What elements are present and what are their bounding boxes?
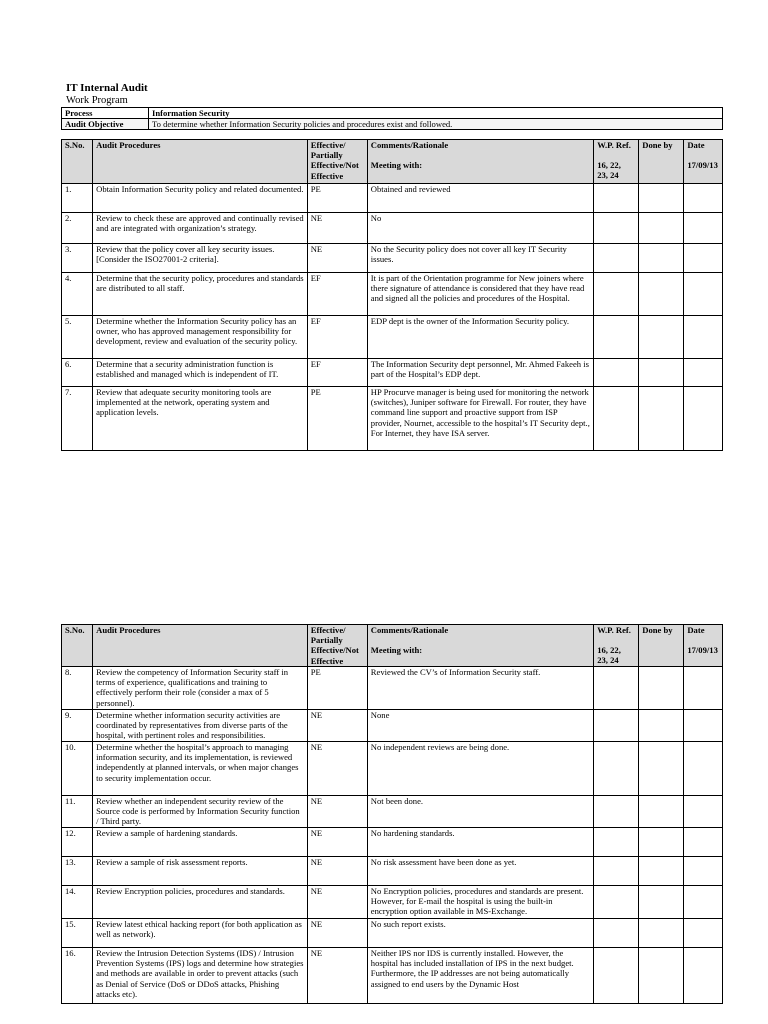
row-sno: 5. bbox=[62, 316, 93, 359]
row-procedure: Determine whether the Information Security policy has an owner, who has approved management responsibility for development, review and evaluation of the security policy. bbox=[93, 316, 308, 359]
header-effective-line-2: Partially bbox=[310, 635, 343, 646]
row-sno: 13. bbox=[62, 857, 93, 886]
row-procedure: Review whether an independent security review of the Source code is performed by Information Security function / Third party. bbox=[93, 796, 308, 828]
row-procedure: Obtain Information Security policy and related documented. bbox=[93, 184, 308, 213]
row-doneby bbox=[639, 387, 684, 451]
table-row bbox=[62, 667, 723, 710]
row-wpref bbox=[594, 919, 639, 948]
row-comment: No hardening standards. bbox=[367, 828, 593, 857]
row-sno: 3. bbox=[62, 244, 93, 273]
row-date bbox=[684, 886, 723, 919]
row-sno: 12. bbox=[62, 828, 93, 857]
audit-meta-table bbox=[61, 107, 723, 130]
row-effective: EF bbox=[307, 273, 367, 316]
row-date bbox=[684, 948, 723, 1004]
row-wpref bbox=[594, 244, 639, 273]
process-label: Process bbox=[62, 108, 149, 119]
table-row bbox=[62, 857, 723, 886]
table-header-row bbox=[62, 140, 723, 184]
row-effective: NE bbox=[307, 213, 367, 244]
table-row bbox=[62, 919, 723, 948]
row-doneby bbox=[639, 710, 684, 742]
table-row bbox=[62, 213, 723, 244]
row-comment: Neither IPS nor IDS is currently installed. However, the hospital has included installation of IPS in the next budget. Furthermore, the IP addresses are not being automatically assigned to end users by the Dynamic Host bbox=[367, 948, 593, 1004]
row-sno: 7. bbox=[62, 387, 93, 451]
row-wpref bbox=[594, 316, 639, 359]
row-effective: NE bbox=[307, 710, 367, 742]
row-procedure: Review Encryption policies, procedures and standards. bbox=[93, 886, 308, 919]
row-date bbox=[684, 857, 723, 886]
table-row bbox=[62, 710, 723, 742]
row-procedure: Determine whether the hospital’s approach to managing information security, and its implementation, is reviewed independently at planned intervals, or when major changes to security implementation occur. bbox=[93, 742, 308, 796]
row-comment: EDP dept is the owner of the Information Security policy. bbox=[367, 316, 593, 359]
row-procedure: Review that adequate security monitoring tools are implemented at the network, operating system and application levels. bbox=[93, 387, 308, 451]
row-date bbox=[684, 710, 723, 742]
row-comment: Not been done. bbox=[367, 796, 593, 828]
table-row bbox=[62, 948, 723, 1004]
row-wpref bbox=[594, 886, 639, 919]
header-wpref bbox=[594, 140, 639, 184]
header-date-label: Date bbox=[687, 140, 705, 150]
row-doneby bbox=[639, 919, 684, 948]
objective-label: Audit Objective bbox=[62, 119, 149, 130]
row-date bbox=[684, 742, 723, 796]
header-effective bbox=[307, 140, 367, 184]
header-wpref-value-1: 16, 22, bbox=[597, 160, 621, 171]
row-effective: PE bbox=[307, 667, 367, 710]
row-effective: NE bbox=[307, 886, 367, 919]
row-procedure: Review that the policy cover all key security issues. [Consider the ISO27001-2 criteria]. bbox=[93, 244, 308, 273]
header-meeting-label: Meeting with: bbox=[370, 645, 423, 656]
row-effective: NE bbox=[307, 244, 367, 273]
header-procedures: Audit Procedures bbox=[93, 140, 308, 184]
header-effective-line-4: Effective bbox=[310, 170, 344, 181]
header-wpref-value-2: 23, 24 bbox=[597, 655, 619, 666]
row-date bbox=[684, 213, 723, 244]
header-effective bbox=[307, 625, 367, 667]
row-doneby bbox=[639, 184, 684, 213]
row-effective: NE bbox=[307, 948, 367, 1004]
row-doneby bbox=[639, 948, 684, 1004]
header-date-label: Date bbox=[687, 625, 705, 635]
header-date bbox=[684, 625, 723, 667]
row-doneby bbox=[639, 359, 684, 387]
header-date-value: 17/09/13 bbox=[687, 645, 718, 656]
row-doneby bbox=[639, 857, 684, 886]
row-wpref bbox=[594, 213, 639, 244]
row-comment: Reviewed the CV’s of Information Security staff. bbox=[367, 667, 593, 710]
document-subtitle: Work Program bbox=[66, 95, 128, 106]
row-procedure: Review a sample of risk assessment reports. bbox=[93, 857, 308, 886]
row-sno: 10. bbox=[62, 742, 93, 796]
row-comment: It is part of the Orientation programme for New joiners where there signature of attendance is considered that they have read and signed all the policies and procedures of the Hospital. bbox=[367, 273, 593, 316]
row-date bbox=[684, 184, 723, 213]
row-doneby bbox=[639, 828, 684, 857]
process-value: Information Security bbox=[149, 108, 723, 119]
row-comment: None bbox=[367, 710, 593, 742]
row-effective: PE bbox=[307, 184, 367, 213]
header-effective-line-3: Effective/Not bbox=[310, 645, 359, 656]
row-effective: NE bbox=[307, 919, 367, 948]
header-date bbox=[684, 140, 723, 184]
row-procedure: Review a sample of hardening standards. bbox=[93, 828, 308, 857]
header-comments bbox=[367, 140, 593, 184]
row-wpref bbox=[594, 796, 639, 828]
row-wpref bbox=[594, 359, 639, 387]
header-effective-line-2: Partially bbox=[310, 150, 343, 161]
row-sno: 8. bbox=[62, 667, 93, 710]
row-wpref bbox=[594, 184, 639, 213]
row-comment: No Encryption policies, procedures and standards are present. However, for E-mail the hospital is using the built-in encryption option available in MS-Exchange. bbox=[367, 886, 593, 919]
row-doneby bbox=[639, 742, 684, 796]
row-wpref bbox=[594, 948, 639, 1004]
row-date bbox=[684, 273, 723, 316]
row-effective: EF bbox=[307, 316, 367, 359]
row-effective: EF bbox=[307, 359, 367, 387]
objective-value: To determine whether Information Security policies and procedures exist and followed. bbox=[149, 119, 723, 130]
row-sno: 2. bbox=[62, 213, 93, 244]
row-procedure: Review latest ethical hacking report (for both application as well as network). bbox=[93, 919, 308, 948]
row-comment: No such report exists. bbox=[367, 919, 593, 948]
row-comment: The Information Security dept personnel, Mr. Ahmed Fakeeh is part of the Hospital’s EDP dept. bbox=[367, 359, 593, 387]
row-procedure: Review to check these are approved and continually revised and are integrated with organization’s strategy. bbox=[93, 213, 308, 244]
header-procedures: Audit Procedures bbox=[93, 625, 308, 667]
row-date bbox=[684, 796, 723, 828]
header-meeting-label: Meeting with: bbox=[370, 160, 423, 171]
row-sno: 9. bbox=[62, 710, 93, 742]
table-row bbox=[62, 184, 723, 213]
objective-row bbox=[62, 119, 723, 130]
row-comment: Obtained and reviewed bbox=[367, 184, 593, 213]
row-wpref bbox=[594, 742, 639, 796]
row-wpref bbox=[594, 387, 639, 451]
row-doneby bbox=[639, 244, 684, 273]
row-effective: NE bbox=[307, 857, 367, 886]
header-wpref-label: W.P. Ref. bbox=[597, 140, 631, 150]
row-sno: 6. bbox=[62, 359, 93, 387]
row-sno: 4. bbox=[62, 273, 93, 316]
header-effective-line-1: Effective/ bbox=[310, 625, 346, 635]
row-comment: No independent reviews are being done. bbox=[367, 742, 593, 796]
header-comments-label: Comments/Rationale bbox=[370, 625, 449, 635]
table-row bbox=[62, 886, 723, 919]
row-doneby bbox=[639, 213, 684, 244]
row-procedure: Review the Intrusion Detection Systems (IDS) / Intrusion Prevention Systems (IPS) logs and determine how strategies and methods are available in order to prevent attacks (such as Denial of Service (DoS or DDoS attacks, Phishing attacks etc). bbox=[93, 948, 308, 1004]
row-sno: 15. bbox=[62, 919, 93, 948]
row-comment: HP Procurve manager is being used for monitoring the network (switches), Juniper software for Firewall. For router, they have command line support and proactive support from ISP provider, Nournet, accessible to the hospital’s IT Security dept., For Internet, they have ISA server. bbox=[367, 387, 593, 451]
table-row bbox=[62, 796, 723, 828]
table-row bbox=[62, 244, 723, 273]
row-comment: No risk assessment have been done as yet. bbox=[367, 857, 593, 886]
header-doneby: Done by bbox=[639, 625, 684, 667]
row-sno: 16. bbox=[62, 948, 93, 1004]
header-doneby: Done by bbox=[639, 140, 684, 184]
document-title: IT Internal Audit bbox=[66, 82, 148, 94]
header-wpref bbox=[594, 625, 639, 667]
row-wpref bbox=[594, 667, 639, 710]
row-effective: NE bbox=[307, 828, 367, 857]
row-procedure: Determine that the security policy, procedures and standards are distributed to all staff. bbox=[93, 273, 308, 316]
row-date bbox=[684, 387, 723, 451]
header-effective-line-3: Effective/Not bbox=[310, 160, 359, 171]
table-row bbox=[62, 742, 723, 796]
row-wpref bbox=[594, 857, 639, 886]
header-sno: S.No. bbox=[62, 140, 93, 184]
header-effective-line-4: Effective bbox=[310, 655, 344, 666]
row-sno: 14. bbox=[62, 886, 93, 919]
row-doneby bbox=[639, 667, 684, 710]
audit-procedures-table-page-2 bbox=[61, 624, 723, 1004]
table-row bbox=[62, 316, 723, 359]
row-procedure: Review the competency of Information Security staff in terms of experience, qualifications and training to effectively perform their role (consider a max of 5 personnel). bbox=[93, 667, 308, 710]
header-wpref-label: W.P. Ref. bbox=[597, 625, 631, 635]
row-doneby bbox=[639, 316, 684, 359]
row-procedure: Determine that a security administration function is established and managed which is independent of IT. bbox=[93, 359, 308, 387]
row-date bbox=[684, 828, 723, 857]
row-wpref bbox=[594, 273, 639, 316]
table-header-row bbox=[62, 625, 723, 667]
header-comments-label: Comments/Rationale bbox=[370, 140, 449, 150]
table-row bbox=[62, 828, 723, 857]
row-date bbox=[684, 244, 723, 273]
table-row bbox=[62, 387, 723, 451]
row-doneby bbox=[639, 273, 684, 316]
header-sno: S.No. bbox=[62, 625, 93, 667]
header-comments bbox=[367, 625, 593, 667]
table-row bbox=[62, 273, 723, 316]
row-sno: 1. bbox=[62, 184, 93, 213]
row-sno: 11. bbox=[62, 796, 93, 828]
row-comment: No the Security policy does not cover all key IT Security issues. bbox=[367, 244, 593, 273]
process-row bbox=[62, 108, 723, 119]
row-wpref bbox=[594, 710, 639, 742]
row-date bbox=[684, 667, 723, 710]
header-effective-line-1: Effective/ bbox=[310, 140, 346, 150]
audit-procedures-table-page-1 bbox=[61, 139, 723, 451]
row-effective: PE bbox=[307, 387, 367, 451]
row-comment: No bbox=[367, 213, 593, 244]
row-date bbox=[684, 919, 723, 948]
row-procedure: Determine whether information security activities are coordinated by representatives from diverse parts of the hospital, with pertinent roles and responsibilities. bbox=[93, 710, 308, 742]
row-effective: NE bbox=[307, 742, 367, 796]
table-row bbox=[62, 359, 723, 387]
row-date bbox=[684, 359, 723, 387]
row-wpref bbox=[594, 828, 639, 857]
row-doneby bbox=[639, 886, 684, 919]
header-date-value: 17/09/13 bbox=[687, 160, 718, 171]
row-doneby bbox=[639, 796, 684, 828]
row-effective: NE bbox=[307, 796, 367, 828]
header-wpref-value-2: 23, 24 bbox=[597, 170, 619, 181]
row-date bbox=[684, 316, 723, 359]
header-wpref-value-1: 16, 22, bbox=[597, 645, 621, 656]
